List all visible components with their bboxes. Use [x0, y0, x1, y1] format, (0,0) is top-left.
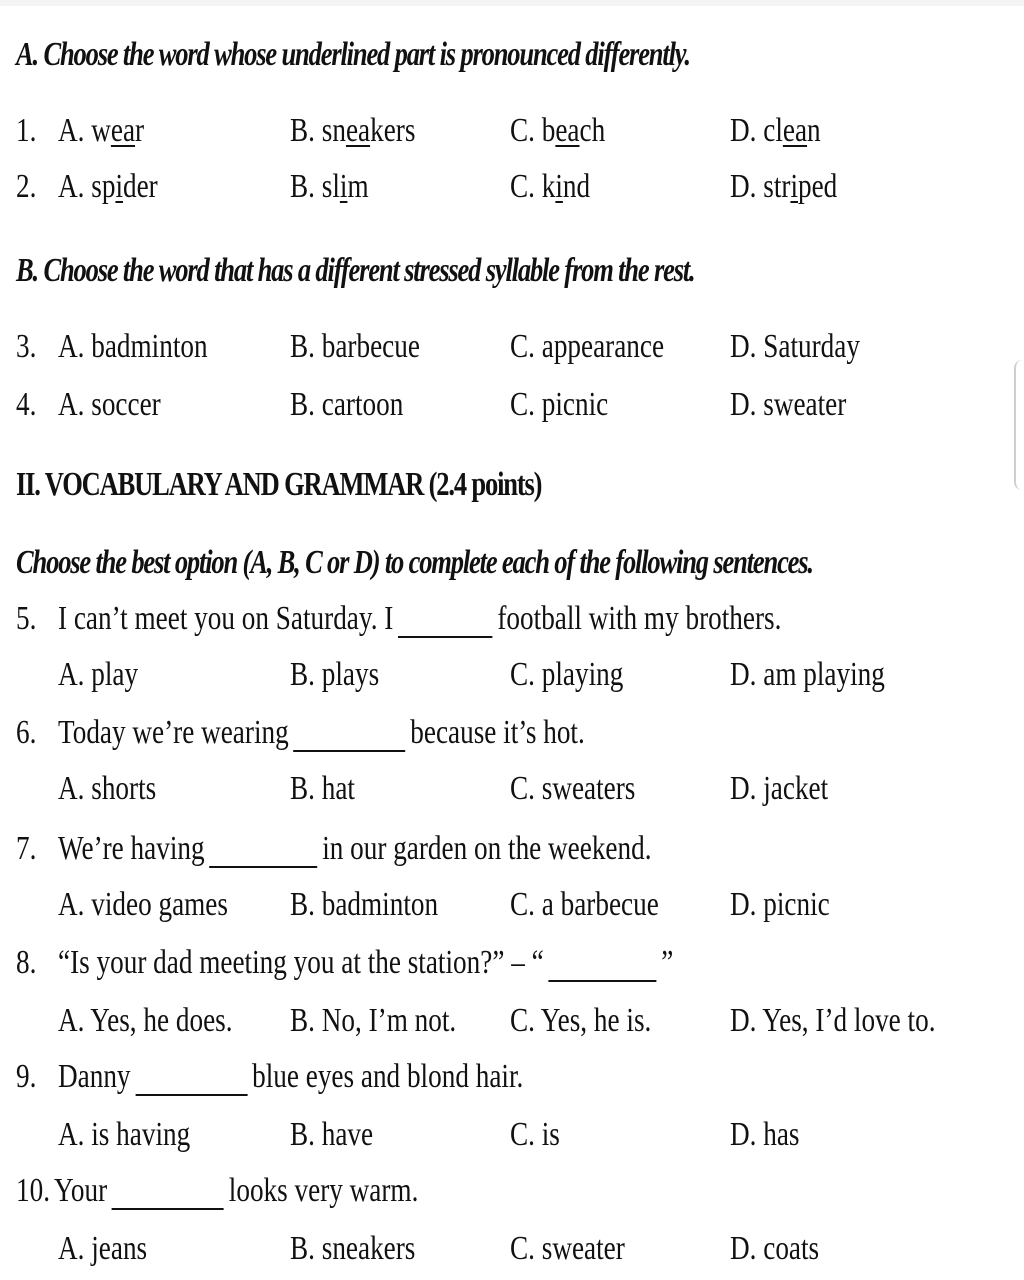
option-c[interactable]: C. is [510, 1116, 560, 1153]
option-b[interactable]: B. sneakers [290, 1230, 416, 1267]
question-5-options [0, 656, 1024, 700]
question-stem: Your looks very warm. [54, 1172, 419, 1209]
question-stem: We’re having in our garden on the weekend. [58, 830, 652, 867]
question-3 [0, 328, 1024, 372]
option-d[interactable]: D. Saturday [730, 328, 860, 365]
question-10 [0, 1172, 1024, 1216]
option-b[interactable]: B. have [290, 1116, 374, 1153]
question-number: 5. [16, 600, 37, 637]
question-7-options [0, 886, 1024, 930]
option-a[interactable]: A. shorts [58, 770, 157, 807]
option-c[interactable]: C. picnic [510, 386, 609, 423]
question-stem: Danny blue eyes and blond hair. [58, 1058, 524, 1095]
answer-blank[interactable] [548, 952, 656, 982]
question-number: 10. [16, 1172, 50, 1209]
top-edge [0, 0, 1024, 6]
option-d[interactable]: D. coats [730, 1230, 820, 1267]
option-c[interactable]: C. beach [510, 112, 606, 149]
question-9-options [0, 1116, 1024, 1160]
question-number: 8. [16, 944, 37, 981]
option-d[interactable]: D. picnic [730, 886, 830, 923]
option-a[interactable]: A. is having [58, 1116, 191, 1153]
option-d[interactable]: D. Yes, I’d love to. [730, 1002, 936, 1039]
question-9 [0, 1058, 1024, 1102]
answer-blank[interactable] [398, 608, 492, 638]
option-a[interactable]: A. Yes, he does. [58, 1002, 233, 1039]
question-8 [0, 944, 1024, 988]
section-b-title: B. Choose the word that has a different stressed syllable from the rest. [16, 252, 695, 289]
option-b[interactable]: B. slim [290, 168, 369, 205]
option-b[interactable]: B. sneakers [290, 112, 416, 149]
option-d[interactable]: D. jacket [730, 770, 829, 807]
option-c[interactable]: C. Yes, he is. [510, 1002, 652, 1039]
section-a-title: A. Choose the word whose underlined part is pronounced differently. [16, 36, 690, 73]
question-number: 9. [16, 1058, 37, 1095]
option-a[interactable]: A. wear [58, 112, 145, 149]
option-c[interactable]: C. sweaters [510, 770, 636, 807]
option-d[interactable]: D. has [730, 1116, 800, 1153]
option-b[interactable]: B. badminton [290, 886, 439, 923]
option-b[interactable]: B. cartoon [290, 386, 404, 423]
question-6-options [0, 770, 1024, 814]
option-a[interactable]: A. soccer [58, 386, 161, 423]
question-5 [0, 600, 1024, 644]
question-number: 6. [16, 714, 37, 751]
question-number: 1. [16, 112, 37, 149]
option-b[interactable]: B. hat [290, 770, 355, 807]
section-2-instruction: Choose the best option (A, B, C or D) to complete each of the following sentences. [16, 544, 813, 581]
answer-blank[interactable] [112, 1180, 224, 1210]
question-number: 3. [16, 328, 37, 365]
answer-blank[interactable] [135, 1066, 247, 1096]
question-2 [0, 168, 1024, 212]
option-a[interactable]: A. spider [58, 168, 158, 205]
question-10-options [0, 1230, 1024, 1274]
question-7 [0, 830, 1024, 874]
question-4 [0, 386, 1024, 430]
question-stem: Today we’re wearing because it’s hot. [58, 714, 585, 751]
question-number: 7. [16, 830, 37, 867]
option-c[interactable]: C. kind [510, 168, 591, 205]
option-d[interactable]: D. am playing [730, 656, 885, 693]
question-number: 2. [16, 168, 37, 205]
section-2-title: II. VOCABULARY AND GRAMMAR (2.4 points) [16, 466, 542, 503]
question-stem: “Is your dad meeting you at the station?” – “ ” [58, 944, 674, 981]
answer-blank[interactable] [209, 838, 317, 868]
question-stem: I can’t meet you on Saturday. I football with my brothers. [58, 600, 782, 637]
question-8-options [0, 1002, 1024, 1046]
option-d[interactable]: D. clean [730, 112, 821, 149]
option-b[interactable]: B. barbecue [290, 328, 420, 365]
option-c[interactable]: C. appearance [510, 328, 665, 365]
question-number: 4. [16, 386, 37, 423]
option-b[interactable]: B. No, I’m not. [290, 1002, 457, 1039]
option-a[interactable]: A. video games [58, 886, 228, 923]
question-6 [0, 714, 1024, 758]
scrollbar[interactable] [1014, 360, 1024, 490]
option-c[interactable]: C. playing [510, 656, 624, 693]
option-c[interactable]: C. sweater [510, 1230, 625, 1267]
option-c[interactable]: C. a barbecue [510, 886, 659, 923]
option-d[interactable]: D. sweater [730, 386, 847, 423]
question-1 [0, 112, 1024, 156]
option-a[interactable]: A. badminton [58, 328, 208, 365]
option-d[interactable]: D. striped [730, 168, 838, 205]
option-a[interactable]: A. jeans [58, 1230, 148, 1267]
answer-blank[interactable] [294, 722, 406, 752]
option-a[interactable]: A. play [58, 656, 139, 693]
option-b[interactable]: B. plays [290, 656, 380, 693]
